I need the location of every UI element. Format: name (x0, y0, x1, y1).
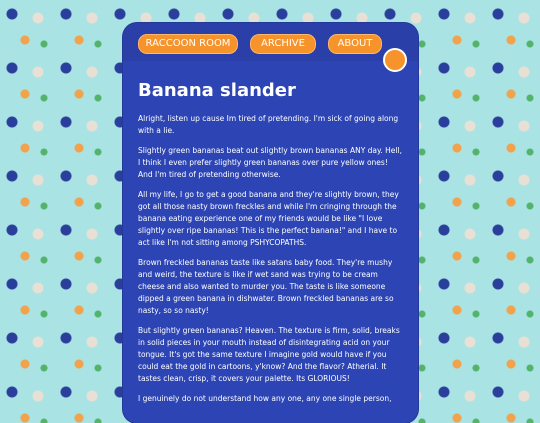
post-paragraph: But slightly green bananas? Heaven. The texture is firm, solid, breaks in solid pieces in your mouth instead of disintegrating acid on your tongue. It's got the same texture I imagine gold would have if you could eat the gold in cartoons, y'know? And the flavor? Atherial. It tastes clean, crisp, it covers your palette. Its GLORIOUS! (138, 326, 400, 383)
post-title: Banana slander (138, 80, 296, 101)
post-paragraph: All my life, I go to get a good banana and they're slightly brown, they got all those nasty brown freckles and while I'm cringing through the banana eating experience one of my friends would be like "I love slightly over ripe bananas! This is the perfect banana!" and I have to act like I'm not sitting among PSHYCOPATHS. (138, 190, 399, 247)
post-paragraph: Alright, listen up cause Im tired of pretending. I'm sick of going along with a lie. (138, 114, 399, 135)
top-nav (123, 23, 418, 61)
nav-raccoon-room-button[interactable]: RACCOON ROOM (138, 34, 238, 54)
post-paragraph: Brown freckled bananas taste like satans baby food. They're mushy and weird, the texture is like if wet sand was trying to be cream cheese and also wanted to murder you. The taste is like someone dipped a green banana in dishwater. Brown freckled bananas are so nasty, so so nasty! (138, 258, 394, 315)
post-content (138, 79, 403, 413)
post-paragraph: Slightly green bananas beat out slightly brown bananas ANY day. Hell, I think I even prefer slightly green bananas over pure yellow ones! And I'm tired of pretending otherwise. (138, 146, 402, 179)
decorative-circle (383, 48, 407, 72)
nav-about-button[interactable]: ABOUT (328, 34, 382, 54)
nav-archive-button[interactable]: ARCHIVE (250, 34, 316, 54)
post-panel (123, 23, 418, 423)
post-paragraph: I genuinely do not understand how any one, any one single person, (138, 394, 392, 403)
